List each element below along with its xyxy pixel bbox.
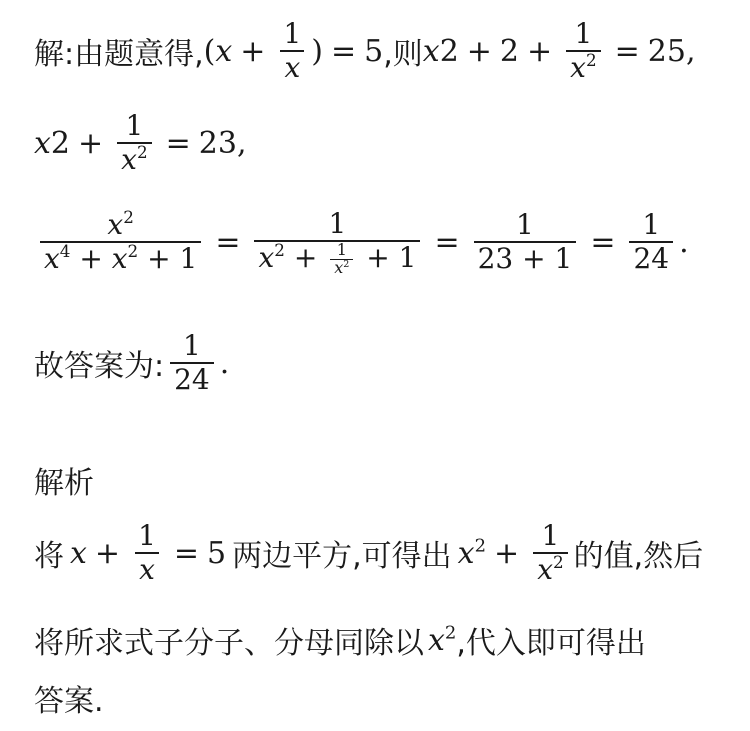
fraction: $\frac{1}{23 + 1}$ xyxy=(474,209,577,275)
analysis-line-2: 将所求式子分子、分母同除以 $x^2$ ,代入即可得出 xyxy=(34,621,646,661)
math-expr: (x + xyxy=(203,33,266,69)
answer-line: 故答案为: $\frac{1}{24}$ . xyxy=(34,329,230,397)
fraction: $\frac{1}{x^2}$ xyxy=(566,18,600,84)
analysis-line-1: 将 x + $\frac{1}{x}$ = 5 两边平方,可得出 $x^2$ + $\frac{1}{x^2}$ 的值,然后 xyxy=(34,519,704,587)
fraction: $\frac{1}{x}$ xyxy=(134,520,160,586)
fraction: $\frac{1}{x^2}$ xyxy=(533,520,567,586)
solution-line-2: x2 + $\frac{1}{x^2}$ = 23, xyxy=(34,109,247,177)
solution-prefix: 解:由题意得, xyxy=(34,37,204,73)
solution-line-3: $\frac{x^2}{x^4 + x^2 + 1}$ = 1 $x^2$ + $\frac{1}{x^2}$ + 1 = $\frac{1}{23 + 1}$ = $\frac{1}{24}$ . xyxy=(34,208,689,277)
fraction: $\frac{1}{x^2}$ xyxy=(117,110,151,176)
fraction: $\frac{1}{24}$ xyxy=(170,330,214,396)
fraction: $\frac{1}{24}$ xyxy=(629,209,673,275)
solution-line-1: 解:由题意得, (x + $\frac{1}{x}$ ) = 5 ,则 x2 + 2 + $\frac{1}{x^2}$ = 25, xyxy=(34,17,696,85)
analysis-title: 解析 xyxy=(34,466,94,501)
analysis-line-3: 答案. xyxy=(34,684,104,719)
fraction: $\frac{1}{x}$ xyxy=(279,18,305,84)
fraction: 1 $x^2$ + $\frac{1}{x^2}$ + 1 xyxy=(254,208,420,277)
fraction: $\frac{x^2}{x^4 + x^2 + 1}$ xyxy=(40,209,201,275)
